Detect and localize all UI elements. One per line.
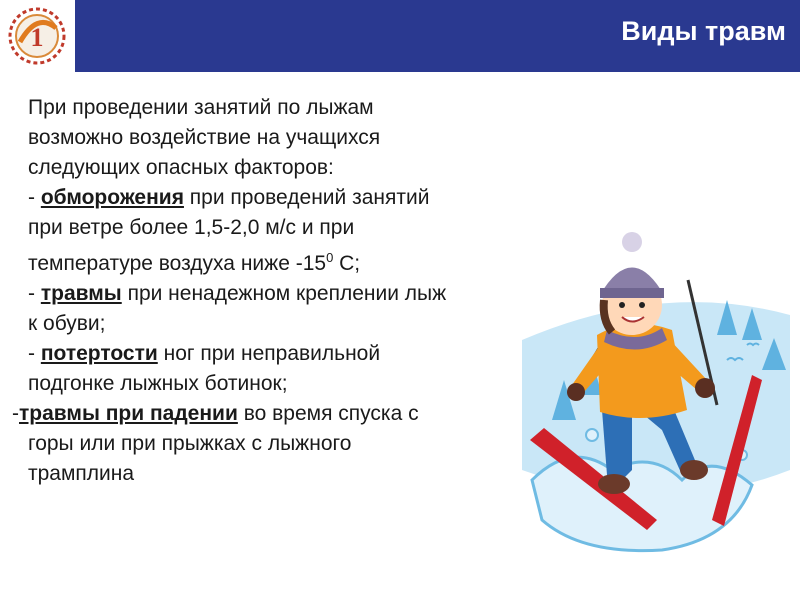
list-item-line: при ветре более 1,5-2,0 м/с и при <box>28 216 355 239</box>
school-logo-icon <box>4 6 70 66</box>
term-fall-injury: травмы при падении <box>19 402 238 425</box>
list-item-line: температуре воздуха ниже $-15^0$ С; <box>28 250 361 275</box>
slide-title: Виды травм <box>621 16 786 46</box>
list-item-line: к обуви; <box>28 312 106 335</box>
list-item-line: подгонке лыжных ботинок; <box>28 372 288 395</box>
list-item-line: горы или при прыжках с лыжного <box>28 432 352 455</box>
term-injury: травмы <box>40 282 122 305</box>
header-bar <box>75 0 800 72</box>
superscript: 0 <box>326 250 334 265</box>
skier-illustration-icon <box>512 220 800 565</box>
term-chafing: потертости <box>40 342 158 365</box>
list-item-line: трамплина <box>28 462 135 485</box>
list-item-fall-injury: -травмы при падении во время спуска с <box>12 402 419 425</box>
body-text <box>12 93 548 489</box>
intro-line: При проведении занятий по лыжам <box>28 96 374 119</box>
logo-text: 1 <box>30 23 44 52</box>
list-item-frostbite: - обморожения при проведений занятий <box>28 186 430 209</box>
list-item-chafing: - потертости ног при неправильной <box>28 342 381 365</box>
intro-line: возможно воздействие на учащихся <box>28 126 381 149</box>
list-item-injury: - травмы при ненадежном креплении лыж <box>28 282 447 305</box>
term-frostbite: обморожения <box>40 186 184 209</box>
intro-line: следующих опасных факторов: <box>28 156 334 179</box>
